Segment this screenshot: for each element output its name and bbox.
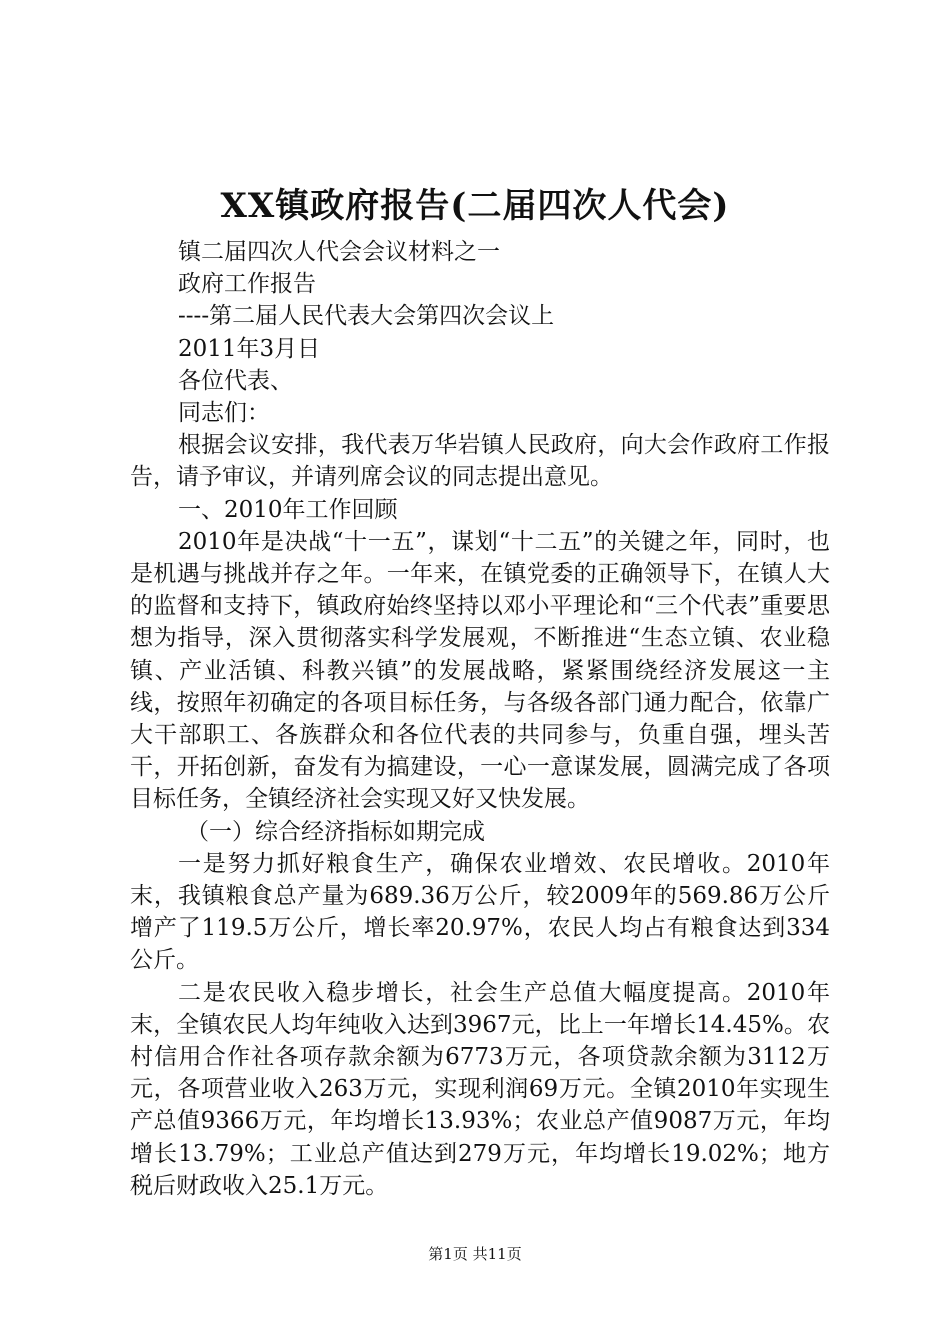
document-body	[130, 236, 830, 1202]
report-name-line: 政府工作报告	[178, 271, 316, 298]
document-title: XX镇政府报告(二届四次人代会)	[220, 186, 730, 226]
report-date: 2011年3月日	[178, 335, 321, 362]
page-number-footer: 第1页 共11页	[428, 1245, 522, 1263]
grain-production-paragraph: 一是努力抓好粮食生产，确保农业增效、农民增收。2010年末，我镇粮食总产量为689.36万公斤，较2009年的569.86万公斤增产了119.5万公斤，增长率20.97%，农民人均占有粮食达到334公斤。	[130, 850, 830, 974]
subsection-heading: （一）综合经济指标如期完成	[186, 818, 485, 845]
review-paragraph: 2010年是决战“十一五”，谋划“十二五”的关键之年，同时，也是机遇与挑战并存之年。一年来，在镇党委的正确领导下，在镇人大的监督和支持下，镇政府始终坚持以邓小平理论和“三个代表”重要思想为指导，深入贯彻落实科学发展观，不断推进“生态立镇、农业稳镇、产业活镇、科教兴镇”的发展战略，紧紧围绕经济发展这一主线，按照年初确定的各项目标任务，与各级各部门通力配合，依靠广大干部职工、各族群众和各位代表的共同参与，负重自强，埋头苦干，开拓创新，奋发有为搞建设，一心一意谋发展，圆满完成了各项目标任务，全镇经济社会实现又好又快发展。	[130, 528, 830, 813]
intro-paragraph: 根据会议安排，我代表万华岩镇人民政府，向大会作政府工作报告，请予审议，并请列席会议的同志提出意见。	[130, 432, 830, 491]
salutation-line-2: 同志们：	[178, 400, 270, 427]
salutation-line-1: 各位代表、	[178, 367, 293, 394]
meeting-material-line: 镇二届四次人代会会议材料之一	[178, 239, 500, 265]
section-heading: 一、2010年工作回顾	[178, 496, 398, 523]
congress-session-line: ----第二届人民代表大会第四次会议上	[178, 303, 555, 330]
income-growth-paragraph: 二是农民收入稳步增长，社会生产总值大幅度提高。2010年末，全镇农民人均年纯收入达到3967元，比上一年增长14.45%。农村信用合作社各项存款余额为6773万元，各项贷款余额为3112万元，各项营业收入263万元，实现利润69万元。全镇2010年实现生产总值9366万元，年均增长13.93%；农业总产值9087万元，年均增长13.79%；工业总产值达到279万元，年均增长19.02%；地方税后财政收入25.1万元。	[130, 979, 830, 1199]
